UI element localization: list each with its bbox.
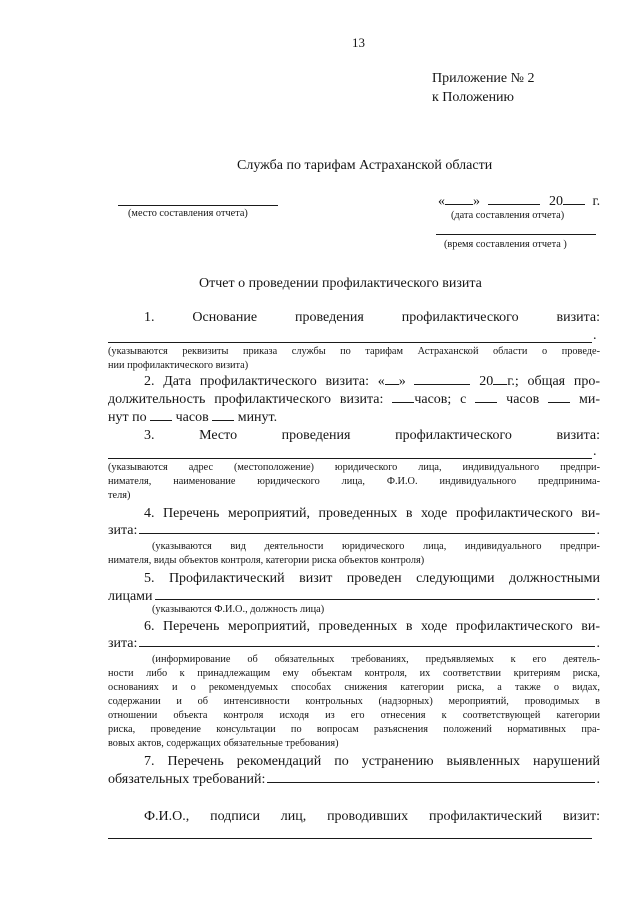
item-1-heading bbox=[144, 309, 600, 327]
place-caption: (место составления отчета) bbox=[128, 208, 248, 219]
item-1-word: визита: bbox=[556, 310, 600, 325]
item-4-end: . bbox=[596, 523, 600, 538]
item-6-note-line-2: ности либо к принадлежащим ему объектам контроля, их соответствии критериям риска, bbox=[108, 668, 600, 679]
date-day-blank bbox=[445, 193, 473, 205]
item-7-line-2 bbox=[108, 771, 600, 789]
item-1-word: проведения bbox=[295, 310, 364, 325]
item-6-blank-line bbox=[139, 646, 594, 647]
item-4-blank-line bbox=[139, 533, 594, 534]
item-2-text: 20 bbox=[479, 374, 494, 389]
item-1-word: профилактического bbox=[401, 310, 519, 325]
date-quote-open: « bbox=[438, 194, 445, 209]
signatures-word: Ф.И.О., bbox=[144, 809, 190, 824]
date-caption: (дата составления отчета) bbox=[451, 210, 565, 221]
agency-name: Служба по тарифам Астраханской области bbox=[237, 158, 493, 173]
item-6-end: . bbox=[596, 636, 600, 651]
item-4-note-line-1: (указываются вид деятельности юридического лица, индивидуального предпри- bbox=[152, 541, 600, 552]
report-title: Отчет о проведении профилактического визита bbox=[199, 276, 482, 291]
date-quote-close: » bbox=[473, 194, 480, 209]
item-6-note-line-7: вовых актов, содержащих обязательные требования) bbox=[108, 738, 339, 749]
item-3-heading bbox=[144, 427, 600, 445]
date-year-prefix: 20 bbox=[549, 194, 563, 209]
item-6-line-1: 6. Перечень мероприятий, проведенных в ходе профилактического ви- bbox=[144, 619, 600, 634]
page-number: 13 bbox=[352, 35, 365, 50]
item-2-text: г.; общая про- bbox=[507, 374, 600, 389]
signatures-blank-line bbox=[108, 838, 592, 839]
item-5-prefix: лицами bbox=[108, 589, 153, 604]
item-7-blank-line bbox=[267, 782, 594, 783]
item-1-word: 1. Основание bbox=[144, 310, 258, 325]
item-3-word: профилактического bbox=[395, 428, 512, 443]
item-2-line-1 bbox=[144, 373, 600, 391]
item-2-text: нут по bbox=[108, 410, 147, 425]
item-2-text: часов; с bbox=[414, 392, 467, 407]
item-5-line-1: 5. Профилактический визит проведен следующими должностными bbox=[144, 571, 600, 586]
date-field bbox=[438, 193, 600, 210]
item-3-end: . bbox=[593, 444, 597, 459]
item-3-note-line-1: (указываются адрес (местоположение) юридического лица, индивидуального предпри- bbox=[108, 462, 600, 473]
item-1-blank-line bbox=[108, 342, 592, 343]
item-3-note-line-2: нимателя, наименование юридического лица, Ф.И.О. индивидуального предпринима- bbox=[108, 476, 600, 487]
item-1-note-line-1: (указываются реквизиты приказа службы по тарифам Астраханской области о проведе- bbox=[108, 346, 600, 357]
item-5-end: . bbox=[596, 589, 600, 604]
item-2-text: » bbox=[398, 374, 406, 389]
item-2-year-blank bbox=[493, 373, 507, 385]
item-2-line-2 bbox=[108, 391, 600, 409]
item-5-blank-line bbox=[155, 599, 595, 600]
item-1-end: . bbox=[593, 328, 597, 343]
item-4-line-1: 4. Перечень мероприятий, проведенных в ходе профилактического ви- bbox=[144, 506, 600, 521]
annex-line-2: к Положению bbox=[432, 90, 515, 105]
item-2-month-blank bbox=[414, 373, 470, 385]
item-7-prefix: обязательных требований: bbox=[108, 772, 266, 787]
item-2-text: часов bbox=[506, 392, 540, 407]
item-4-note-line-2: нимателя, виды объектов контроля, категории риска объектов контроля) bbox=[108, 555, 425, 566]
date-month-blank bbox=[488, 193, 540, 205]
item-3-word: визита: bbox=[556, 428, 600, 443]
item-3-word: 3. Место bbox=[144, 428, 238, 443]
item-2-line-3 bbox=[108, 409, 277, 426]
item-2-day-blank bbox=[385, 373, 399, 385]
place-field-line bbox=[118, 205, 278, 206]
item-6-note-line-3: основаниях и о рекомендуемых способах снижения категории риска, а также о видах, bbox=[108, 682, 600, 693]
item-4-prefix: зита: bbox=[108, 523, 138, 538]
date-year-suffix: г. bbox=[592, 194, 601, 209]
signatures-word: визит: bbox=[562, 809, 600, 824]
item-7-end: . bbox=[596, 772, 600, 787]
item-2-to-hours-blank bbox=[150, 409, 172, 421]
item-6-note-line-5: отношении объекта контроля исходя из его отнесения к соответствующей категории bbox=[108, 710, 600, 721]
item-2-text: ми- bbox=[579, 392, 600, 407]
item-2-hours-blank bbox=[392, 391, 414, 403]
annex-line-1: Приложение № 2 bbox=[432, 71, 535, 86]
item-6-note-line-4: содержании и об интенсивности контрольных (надзорных) мероприятий, проводимых в bbox=[108, 696, 600, 707]
item-1-note-line-2: нии профилактического визита) bbox=[108, 360, 249, 371]
item-3-note-line-3: теля) bbox=[108, 490, 131, 501]
item-6-line-2 bbox=[108, 635, 600, 653]
signatures-heading bbox=[144, 808, 600, 826]
time-caption: (время составления отчета ) bbox=[444, 239, 567, 250]
item-5-note: (указываются Ф.И.О., должность лица) bbox=[152, 604, 325, 615]
item-2-text: должительность профилактического визита: bbox=[108, 392, 384, 407]
item-6-prefix: зита: bbox=[108, 636, 138, 651]
signatures-word: профилактический bbox=[428, 809, 543, 824]
item-7-line-1: 7. Перечень рекомендаций по устранению выявленных нарушений bbox=[144, 754, 600, 769]
signatures-word: подписи bbox=[210, 809, 260, 824]
item-3-word: проведения bbox=[281, 428, 351, 443]
item-2-text: минут. bbox=[237, 410, 278, 425]
item-6-note-line-1: (информирование об обязательных требованиях, предъявляемых к его деятель- bbox=[152, 654, 600, 665]
signatures-word: проводивших bbox=[327, 809, 409, 824]
item-2-to-minutes-blank bbox=[212, 409, 234, 421]
item-4-line-2 bbox=[108, 522, 600, 540]
item-2-from-minutes-blank bbox=[548, 391, 570, 403]
item-2-text: часов bbox=[175, 410, 209, 425]
item-6-note-line-6: риска, проведение консультации по вопросам разъяснения положений нормативных пра- bbox=[108, 724, 600, 735]
item-2-text: 2. Дата профилактического визита: « bbox=[144, 374, 385, 389]
item-2-from-hours-blank bbox=[475, 391, 497, 403]
date-year-blank bbox=[563, 193, 585, 205]
signatures-word: лиц, bbox=[280, 809, 307, 824]
item-3-blank-line bbox=[108, 458, 592, 459]
time-field-line bbox=[436, 234, 596, 235]
